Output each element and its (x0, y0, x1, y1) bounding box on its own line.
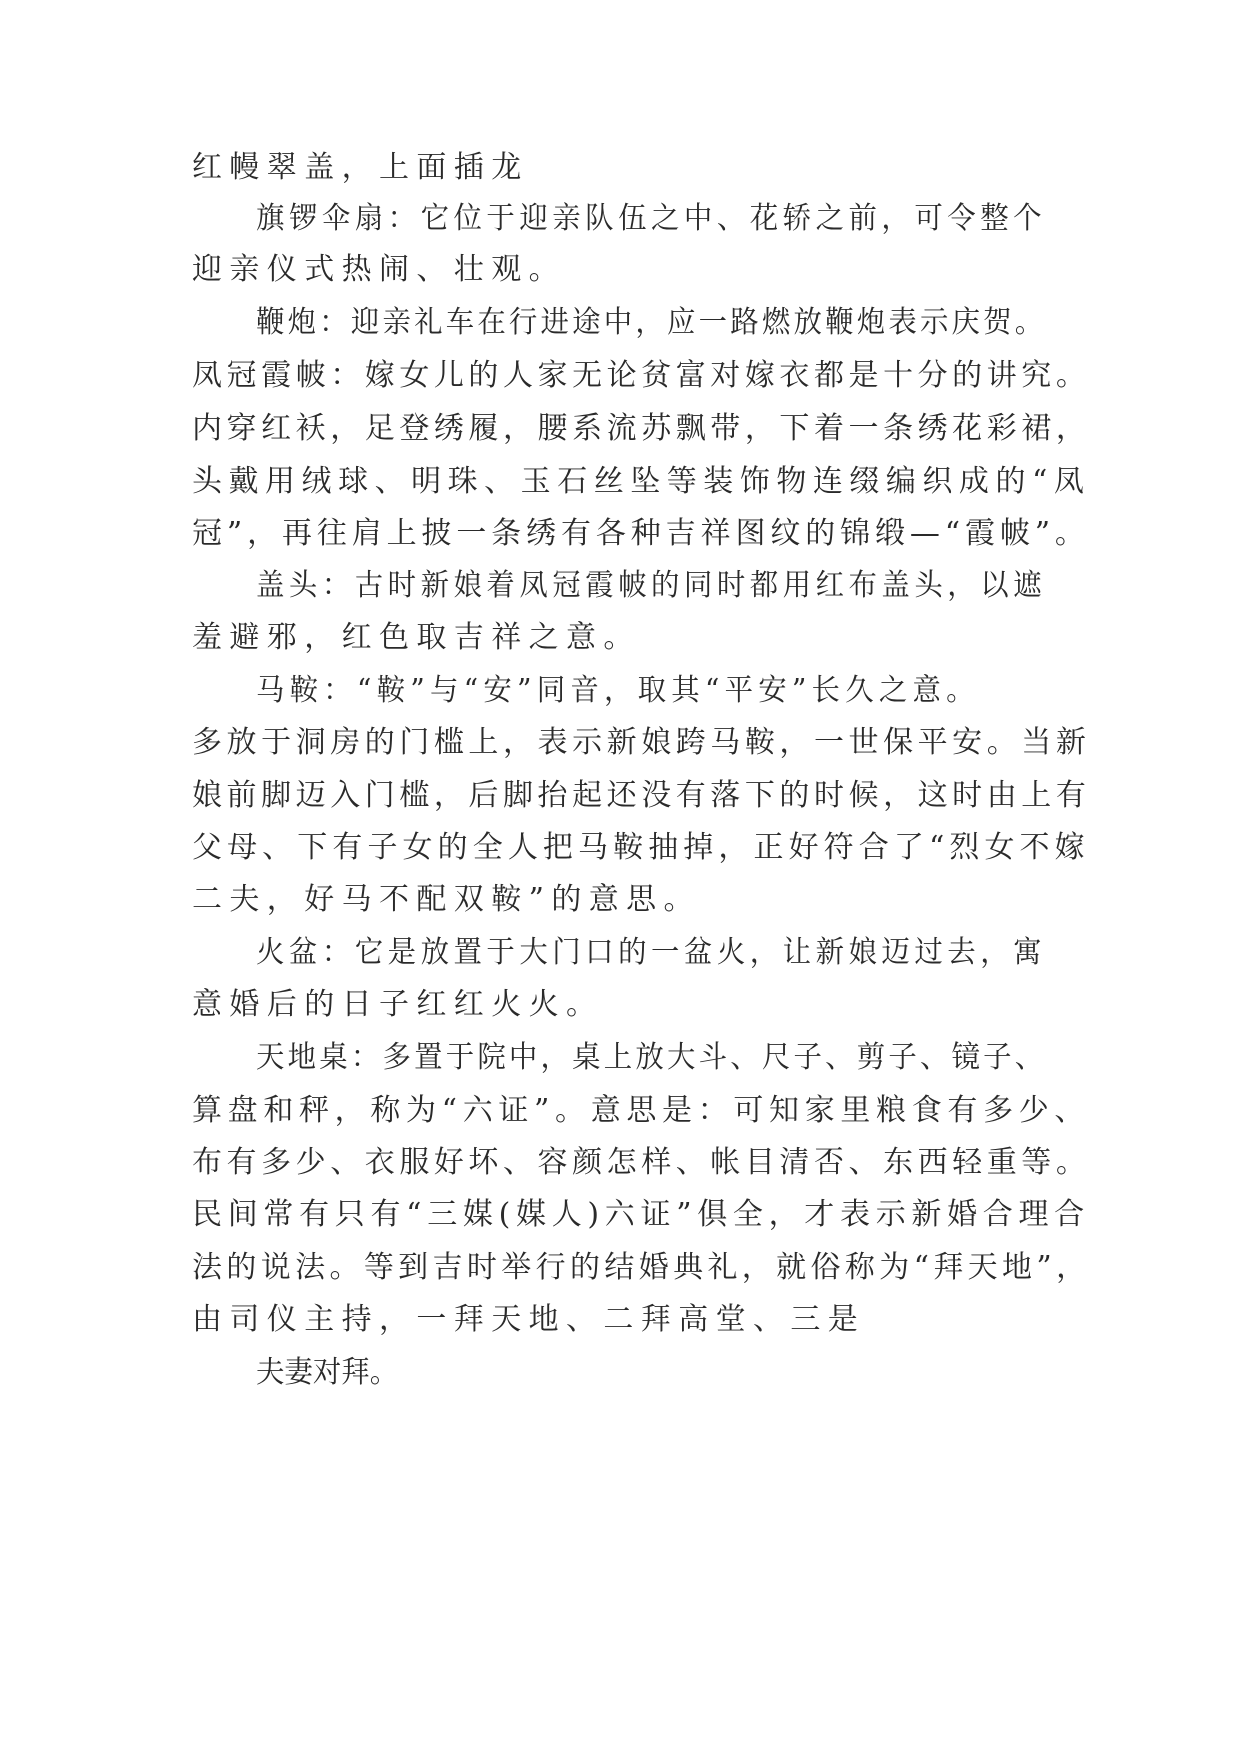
text-line: 意婚后的日子红红火火。 (192, 987, 604, 1022)
text-line: 布有多少、衣服好坏、容颜怎样、帐目清否、东西轻重等。 (192, 1145, 1091, 1180)
text-line: 民间常有只有“三媒(媒人)六证”俱全，才表示新婚合理合 (192, 1197, 1090, 1232)
text-line: 头戴用绒球、明珠、玉石丝坠等装饰物连缀编织成的“凤 (192, 464, 1091, 499)
text-line: 内穿红袄，足登绣履，腰系流苏飘带，下着一条绣花彩裙， (192, 411, 1091, 446)
text-line: 旗锣伞扇：它位于迎亲队伍之中、花轿之前，可令整个 (256, 201, 1047, 236)
text-line: 多放于洞房的门槛上，表示新娘跨马鞍，一世保平安。当新 (192, 725, 1091, 760)
text-line: 夫妻对拜。 (256, 1355, 399, 1390)
text-line: 娘前脚迈入门槛，后脚抬起还没有落下的时候，这时由上有 (192, 778, 1091, 813)
text-line: 红幔翠盖，上面插龙 (192, 150, 529, 185)
text-line: 算盘和秤，称为“六证”。意思是：可知家里粮食有多少、 (192, 1093, 1091, 1128)
text-line: 冠”，再往肩上披一条绣有各种吉祥图纹的锦缎—“霞帔”。 (192, 516, 1090, 551)
text-line: 鞭炮：迎亲礼车在行进途中，应一路燃放鞭炮表示庆贺。 (256, 305, 1047, 340)
text-line: 天地桌：多置于院中，桌上放大斗、尺子、剪子、镜子、 (256, 1040, 1047, 1075)
text-line: 羞避邪，红色取吉祥之意。 (192, 620, 641, 655)
text-line: 凤冠霞帔：嫁女儿的人家无论贫富对嫁衣都是十分的讲究。 (192, 358, 1091, 393)
text-line: 父母、下有子女的全人把马鞍抽掉，正好符合了“烈女不嫁 (192, 830, 1090, 865)
text-line: 盖头：古时新娘着凤冠霞帔的同时都用红布盖头，以遮 (256, 568, 1047, 603)
text-line: 火盆：它是放置于大门口的一盆火，让新娘迈过去，寓 (256, 935, 1047, 970)
text-line: 二夫，好马不配双鞍”的意思。 (192, 882, 701, 917)
text-line: 法的说法。等到吉时举行的结婚典礼，就俗称为“拜天地”， (192, 1250, 1091, 1285)
text-line: 马鞍：“鞍”与“安”同音，取其“平安”长久之意。 (256, 673, 980, 708)
text-line: 由司仪主持，一拜天地、二拜高堂、三是 (192, 1302, 866, 1337)
text-line: 迎亲仪式热闹、壮观。 (192, 252, 566, 287)
